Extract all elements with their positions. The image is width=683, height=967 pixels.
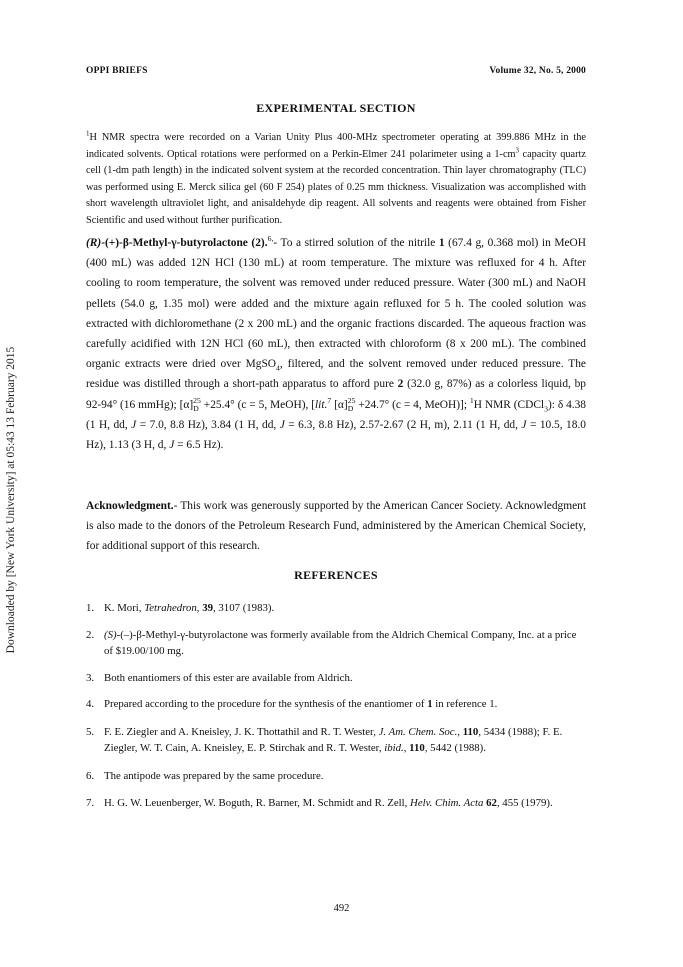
running-header: [86, 66, 586, 76]
volume-issue-label: Volume 32, No. 5, 2000: [489, 66, 586, 76]
journal-section-label: OPPI BRIEFS: [86, 66, 148, 76]
references-heading: REFERENCES: [294, 568, 378, 582]
acknowledgment-title: Acknowledgment.: [86, 500, 174, 512]
acknowledgment-paragraph: Acknowledgment.- This work was generously supported by the American Cancer Society. Acknowledgment is also made to the donors of the Petroleum Research Fund, administered by the American Chemical Society, for additional support of this research.: [86, 500, 586, 553]
compound-title: (R)-(+)-β-Methyl-γ-butyrolactone (2).: [86, 237, 268, 249]
reference-item: 4. Prepared according to the procedure for the synthesis of the enantiomer of 1 in reference 1.: [86, 698, 498, 710]
reference-item: 6. The antipode was prepared by the same procedure.: [86, 769, 324, 782]
nmr-methods-paragraph: $^1$H NMR spectra were recorded on a Varian Unity Plus 400-MHz spectrometer operating at 399.886 MHz in the indicated solvents. Optical rotations were performed on a Perkin-Elmer 241 polarimeter using a $1-cm^3$ capacity quartz cell (1-dm path length) in the indicated solvent system at the recorded concentration. Thin layer chromatography (TLC) was performed using E. Merck silica gel (60 F 254) plates of 0.25 mm thickness. Visualization was accomplished with short wavelength ultraviolet light, and anisaldehyde dip reagent. All solvents and reagents were obtained from Fisher Scientific and used without further purification.: [86, 129, 586, 226]
reference-item: 3. Both enantiomers of this ester are available from Aldrich.: [86, 671, 353, 684]
reference-item: 5. F. E. Ziegler and A. Kneisley, J. K. Thottathil and R. T. Wester, J. Am. Chem. Soc., 110, 5434 (1988); F. E. Ziegler, W. T. Cain, A. Kneisley, E. P. Stirchak and R. T. Wester, ibid., 110, 5442 (1988).: [86, 725, 563, 754]
experimental-heading: EXPERIMENTAL SECTION: [256, 101, 416, 115]
download-note: Downloaded by [New York University] at 05:43 13 February 2015: [5, 346, 17, 654]
references-list: [86, 600, 586, 812]
reference-item: 1. K. Mori, Tetrahedron, 39, 3107 (1983).: [86, 602, 275, 614]
reference-item: 7. H. G. W. Leuenberger, W. Boguth, R. Barner, M. Schmidt and R. Zell, Helv. Chim. Acta 62, 455 (1979).: [86, 797, 553, 809]
compound-procedure-paragraph: (R)-(+)-β-Methyl-γ-butyrolactone (2).$^{6,}$- To a stirred solution of the nitrile 1 (67.4 g, 0.368 mol) in MeOH (400 mL) was added 12N HCl (130 mL) at room temperature. The mixture was refluxed for 4 h. After cooling to room temperature, the solvent was removed under reduced pressure. Water (300 mL) and NaOH pellets (54.0 g, 1.35 mol) were added and the mixture again refluxed for 5 h. The cooled solution was extracted with dichloromethane (2 x 200 mL) and the organic fractions discarded. The aqueous fraction was carefully acidified with 12N HCl (60 mL), then extracted with chloroform (8 x 200 mL). The combined organic extracts were dried over MgSO$_4$, filtered, and the solvent removed under reduced pressure. The residue was distilled through a short-path apparatus to afford pure 2 (32.0 g, 87%) as a colorless liquid, bp 92-94° (16 mmHg); [α] 25 D +25.4° (c = 5, MeOH), [lit.$^7$ [α] 25 D +24.7° (c = 4, MeOH)]; $^1$H NMR (CDCl$_3$): δ 4.38 (1 H, dd, J = 7.0, 8.8 Hz), 3.84 (1 H, dd, J = 6.3, 8.8 Hz), 2.57-2.67 (2 H, m), 2.11 (1 H, dd, J = 10.5, 18.0 Hz), 1.13 (3 H, d, J = 6.5 Hz).: [86, 234, 587, 452]
reference-item: 2. (S)-(–)-β-Methyl-γ-butyrolactone was formerly available from the Aldrich Chemical Company, Inc. at a price of $19.00/100 mg.: [86, 628, 577, 657]
download-watermark: [2, 300, 20, 700]
page-number: 492: [333, 903, 350, 914]
